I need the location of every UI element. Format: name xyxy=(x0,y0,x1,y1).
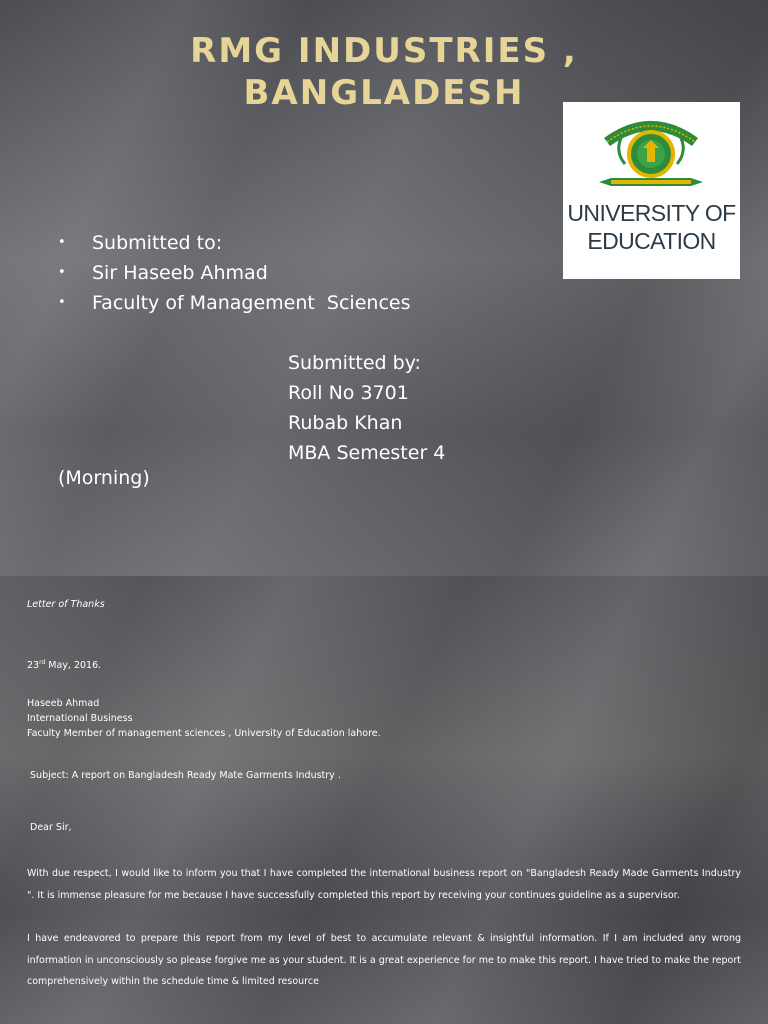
letter-paragraph-2: I have endeavored to prepare this report from my level of best to accumulate relevant & insightful information. If I am included any wrong information in unconsciously so please forgive me as your student. It is a great experience for me to make this report. I have tried to make the report comprehensively within the schedule time & limited resource xyxy=(27,933,741,987)
program-semester: MBA Semester 4 xyxy=(288,442,446,464)
letter-salutation: Dear Sir, xyxy=(27,822,72,833)
bullet-text: Faculty of Management Sciences xyxy=(92,292,411,314)
bullet-item xyxy=(58,228,410,258)
submitted-by-block xyxy=(288,348,445,468)
bullet-text: Submitted to: xyxy=(92,232,223,254)
bullet-dot-icon: • xyxy=(58,235,66,250)
university-emblem-icon xyxy=(563,102,740,202)
student-name: Rubab Khan xyxy=(288,412,403,434)
bullet-item xyxy=(58,258,410,288)
recipient-department: International Business xyxy=(27,713,133,724)
submitted-to-list xyxy=(58,228,410,318)
letter-slide xyxy=(0,576,768,1024)
bullet-item xyxy=(58,288,410,318)
letter-date xyxy=(27,656,101,673)
bullet-dot-icon: • xyxy=(58,295,66,310)
recipient-affiliation: Faculty Member of management sciences , University of Education lahore. xyxy=(27,728,381,739)
bullet-text: Sir Haseeb Ahmad xyxy=(92,262,268,284)
date-rest: May, 2016. xyxy=(45,660,102,672)
submitted-by-label: Submitted by: xyxy=(288,352,421,374)
university-logo xyxy=(563,102,740,279)
bullet-dot-icon: • xyxy=(58,265,66,280)
letter-paragraph-1: With due respect, I would like to inform you that I have completed the international business report on "Bangladesh Ready Made Garments Industry ". It is immense pleasure for me because I have successfully completed this report by receiving your continues guideline as a supervisor. xyxy=(27,868,741,901)
letter-subject: Subject: A report on Bangladesh Ready Mate Garments Industry . xyxy=(27,770,341,781)
title-line-1: RMG INDUSTRIES , xyxy=(190,31,578,71)
date-suffix: rd xyxy=(39,659,46,666)
date-day: 23 xyxy=(27,660,40,672)
session-label: (Morning) xyxy=(58,467,150,489)
title-line-2: BANGLADESH xyxy=(243,73,525,113)
logo-text-line-1: UNIVERSITY OF xyxy=(567,200,736,226)
logo-text-line-2: EDUCATION xyxy=(587,228,716,254)
recipient-name: Haseeb Ahmad xyxy=(27,698,100,709)
roll-number: Roll No 3701 xyxy=(288,382,409,404)
letter-title: Letter of Thanks xyxy=(27,599,105,610)
